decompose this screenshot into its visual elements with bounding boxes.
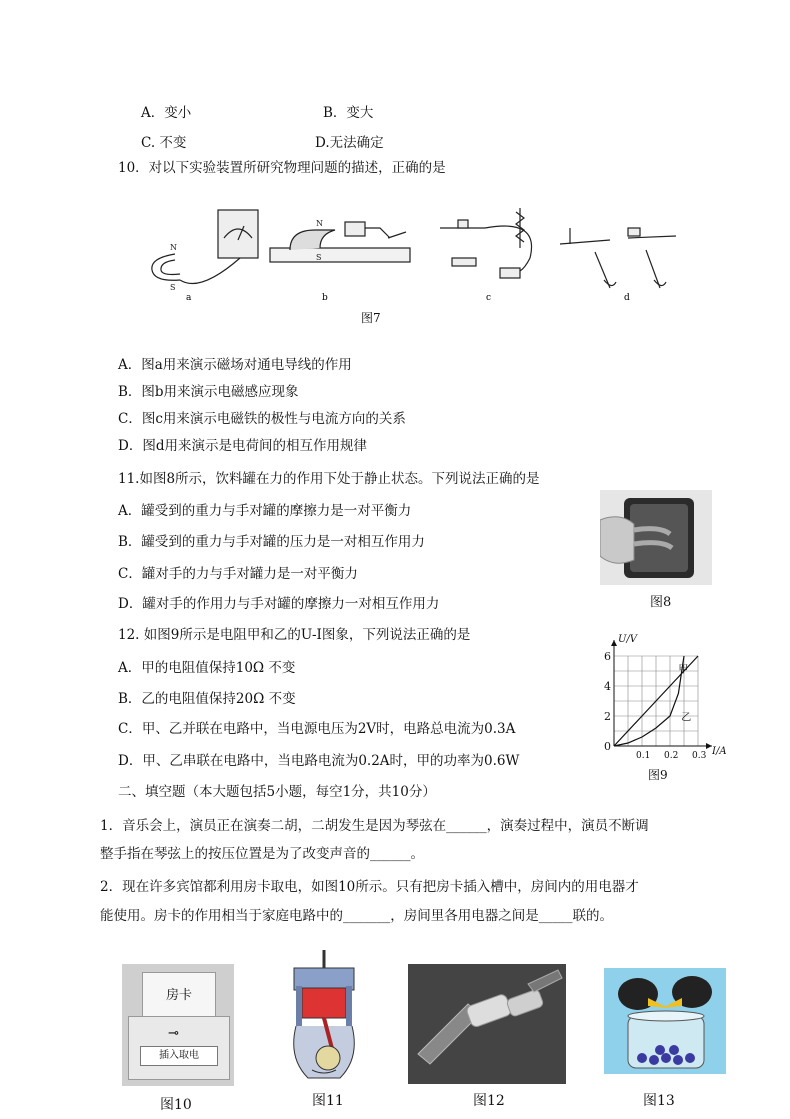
fill-q1-line1: 1．音乐会上，演员正在演奏二胡，二胡发生是因为琴弦在______，演奏过程中，演员不断调 [100,818,649,834]
q9-option-c: C. 不变 [141,135,187,151]
q10-option-b: B．图b用来演示电磁感应现象 [118,384,299,400]
y-axis-arrow [611,640,617,646]
q9-option-d: D.无法确定 [315,135,384,151]
figure-10-photo [122,964,234,1086]
x-tick-label: 0.2 [664,751,679,761]
fill-q1-line2: 整手指在琴弦上的按压位置是为了改变声音的______。 [100,846,424,862]
figure-13-photo [604,968,726,1074]
q11-option-b: B．罐受到的重力与手对罐的压力是一对相互作用力 [118,534,425,550]
figure-7a-apparatus [152,210,258,292]
figure-8-photo [600,490,712,585]
q11-option-d: D．罐对手的作用力与手对罐的摩擦力一对相互作用力 [118,596,440,612]
svg-text:N: N [316,219,323,228]
figure-9-caption: 图9 [648,768,668,782]
figure-13-caption: 图13 [643,1093,675,1109]
figure-7d-apparatus [560,228,676,288]
figure-8-caption: 图8 [650,595,672,610]
q12-option-c: C．甲、乙并联在电路中，当电源电压为2V时，电路总电流为0.3A [118,721,516,737]
svg-text:S: S [170,283,176,292]
q10-option-c: C．图c用来演示电磁铁的极性与电流方向的关系 [118,411,406,427]
q12-option-b: B．乙的电阻值保持20Ω 不变 [118,691,296,707]
figure-7 [140,198,680,308]
figure-10-caption: 图10 [160,1097,192,1113]
section-2-heading: 二、填空题（本大题包括5小题，每空1分，共10分） [118,784,436,800]
q11-option-a: A．罐受到的重力与手对罐的摩擦力是一对平衡力 [118,503,412,519]
figure-7d-label: d [624,293,630,303]
fill-q2-line1: 2．现在许多宾馆都利用房卡取电，如图10所示。只有把房卡插入槽中，房间内的用电器才 [100,879,639,895]
q11-option-c: C．罐对手的力与手对罐力是一对平衡力 [118,566,358,582]
fill-q2-line2: 能使用。房卡的作用相当于家庭电路中的_______，房间里各用电器之间是_____联的。 [100,908,613,924]
figure-11-caption: 图11 [312,1093,344,1109]
q12-option-d: D．甲、乙串联在电路中，当电路电流为0.2A时，甲的功率为0.6W [118,753,520,769]
figure-12-caption: 图12 [473,1093,505,1109]
y-axis-label: U/V [618,634,638,645]
figure-7c-apparatus [440,208,532,278]
y-tick-label: 0 [604,740,611,753]
series-label-jia: 甲 [678,664,689,676]
slot-label: 插入取电 [140,1046,218,1066]
q9-option-a: A．变小 [141,105,192,121]
q10-stem: 10．对以下实验装置所研究物理问题的描述，正确的是 [118,160,446,176]
x-tick-label: 0.3 [692,751,707,761]
figure-7b-label: b [322,293,328,303]
figure-11-engine [288,948,360,1088]
y-tick-label: 2 [604,710,611,723]
figure-7c-label: c [486,293,492,303]
x-axis-label: I/A [712,746,727,757]
figure-7-caption: 图7 [361,311,381,325]
q11-stem: 11.如图8所示，饮料罐在力的作用下处于静止状态。下列说法正确的是 [118,471,540,487]
figure-12-photo [408,964,566,1084]
q12-option-a: A．甲的电阻值保持10Ω 不变 [118,660,296,676]
figure-7b-apparatus [270,219,410,262]
series-label-yi: 乙 [681,712,692,724]
slot-symbol-icon: ⊸ [168,1026,179,1041]
figure-7a-label: a [186,293,192,303]
svg-text:N: N [170,243,177,252]
svg-text:S: S [316,253,322,262]
q10-option-a: A．图a用来演示磁场对通电导线的作用 [118,357,352,373]
x-tick-label: 0.1 [636,751,651,761]
y-tick-label: 6 [604,650,611,663]
figure-9-chart [594,632,734,766]
y-tick-label: 4 [604,680,611,693]
q10-option-d: D．图d用来演示是电荷间的相互作用规律 [118,438,367,454]
q9-option-b: B．变大 [323,105,374,121]
room-card: 房卡 [142,972,216,1020]
q12-stem: 12. 如图9所示是电阻甲和乙的U-I图象，下列说法正确的是 [118,627,471,643]
